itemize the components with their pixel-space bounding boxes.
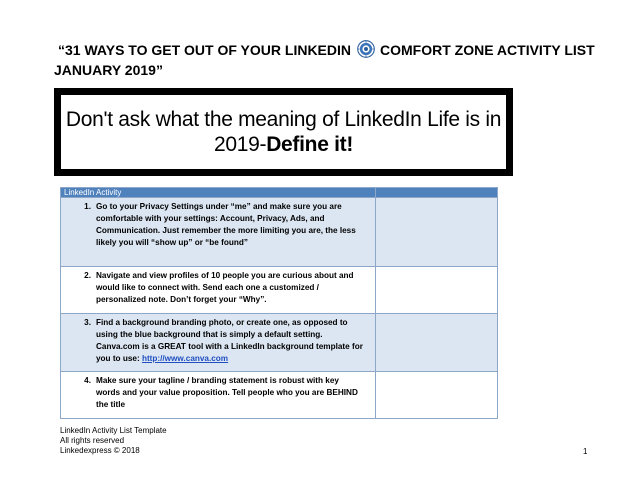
notes-cell xyxy=(376,198,498,267)
table-row xyxy=(61,267,498,314)
notes-cell xyxy=(376,267,498,314)
title-line-1 xyxy=(54,40,614,60)
item-line: words and your value proposition. Tell people who you are BEHIND xyxy=(96,388,358,397)
table-row xyxy=(61,198,498,267)
header-notes xyxy=(376,188,498,198)
title-line1-suffix: COMFORT ZONE ACTIVITY LIST xyxy=(380,42,595,58)
page-number: 1 xyxy=(583,447,588,456)
title-line-2: JANUARY 2019” xyxy=(54,62,163,78)
activity-cell xyxy=(61,372,376,419)
banner-line2-bold: Define it! xyxy=(266,133,354,156)
header-activity: LinkedIn Activity xyxy=(61,188,376,198)
activity-table xyxy=(60,187,498,419)
link-prefix: you to use: xyxy=(96,354,142,363)
item-number: 1. xyxy=(84,202,91,211)
item-line: likely you will “show up” or “be found” xyxy=(96,238,248,247)
badge-logo-icon xyxy=(357,40,375,58)
item-line: comfortable with your settings: Account, Privacy, Ads, and xyxy=(96,214,325,223)
footer-line-3: Linkedexpress © 2018 xyxy=(60,446,140,455)
canva-link[interactable]: http://www.canva.com xyxy=(141,354,229,363)
item-line: Find a background branding photo, or create one, as opposed to xyxy=(96,318,348,327)
footer-line-1: LinkedIn Activity List Template xyxy=(60,426,167,435)
item-number: 2. xyxy=(84,271,91,280)
banner-quote xyxy=(61,95,506,169)
activity-cell xyxy=(61,267,376,314)
item-line xyxy=(96,353,371,365)
activity-cell xyxy=(61,314,376,372)
item-line: Navigate and view profiles of 10 people you are curious about and xyxy=(96,271,354,280)
table-row xyxy=(61,314,498,372)
banner-line-1: Don't ask what the meaning of LinkedIn Life is in xyxy=(65,108,502,131)
item-line: personalized note. Don’t forget your “Why”. xyxy=(96,295,267,304)
table-header-row xyxy=(61,188,498,198)
item-line: Go to your Privacy Settings under “me” and make sure you are xyxy=(96,202,342,211)
item-line: Make sure your tagline / branding statement is robust with key xyxy=(96,376,339,385)
item-line: Canva.com is a GREAT tool with a LinkedIn background template for xyxy=(96,342,363,351)
item-line: using the blue background that is simply a default setting. xyxy=(96,330,323,339)
page-footer xyxy=(60,426,167,456)
item-line: would like to connect with. Send each one a customized / xyxy=(96,283,319,292)
title-line1-prefix: “31 WAYS TO GET OUT OF YOUR LINKEDIN xyxy=(58,42,352,58)
item-line: the title xyxy=(96,400,126,409)
banner-line-2 xyxy=(66,132,501,157)
item-number: 4. xyxy=(84,376,91,385)
activity-cell xyxy=(61,198,376,267)
notes-cell xyxy=(376,314,498,372)
banner-image xyxy=(54,88,513,176)
table-row xyxy=(61,372,498,419)
document-title xyxy=(54,40,614,80)
footer-line-2: All rights reserved xyxy=(60,436,125,445)
notes-cell xyxy=(376,372,498,419)
item-number: 3. xyxy=(84,318,91,327)
banner-line2-prefix: 2019- xyxy=(213,133,267,156)
item-line: Communication. Just remember the more limiting you are, the less xyxy=(96,226,356,235)
